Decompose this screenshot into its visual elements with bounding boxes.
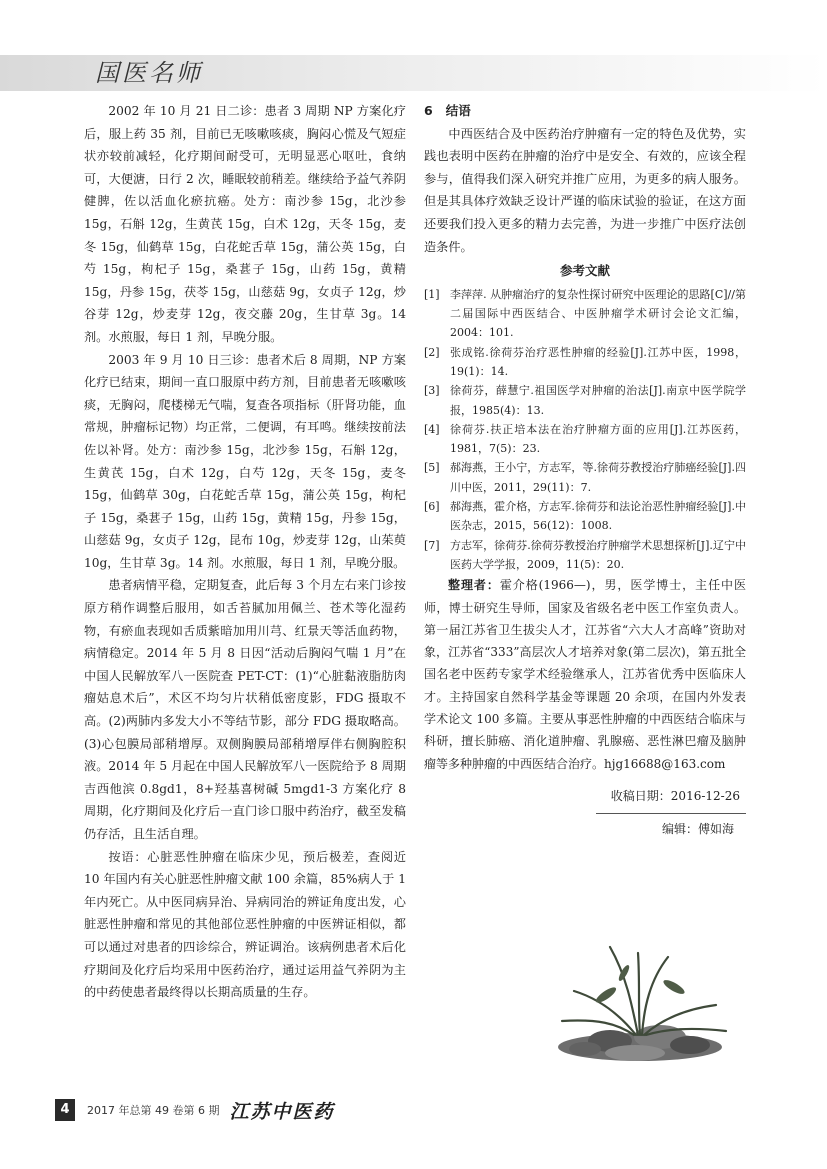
reference-number: [4] — [424, 422, 440, 436]
received-date: 收稿日期：2016-12-26 — [610, 788, 740, 803]
section-heading-text: 结语 — [445, 103, 471, 118]
reference-item — [424, 536, 746, 575]
reference-number: [7] — [424, 538, 440, 552]
reference-number: [3] — [424, 384, 440, 398]
reference-item — [424, 497, 746, 536]
leaf-icon — [594, 964, 687, 1005]
issue-info: 2017 年总第 49 卷第 6 期 — [87, 1104, 220, 1117]
left-column — [84, 100, 406, 1004]
paragraph-second-visit: 2002 年 10 月 21 日二诊：患者 3 周期 NP 方案化疗后，服上药 35 剂，目前已无咳嗽咳痰，胸闷心慌及气短症状亦较前减轻，化疗期间耐受可，无明显恶心呕吐，食纳可，大便溏，日行 2 次，睡眠较前稍差。继续给予益气养阴健脾，佐以活血化瘀抗癌。处方：南沙参 15g，北沙参 15g，石斛 12g，生黄芪 15g，白术 12g，天冬 15g，麦冬 15g，仙鹤草 15g，白花蛇舌草 15g，蒲公英 15g，白芍 15g，枸杞子 15g，桑葚子 15g，山药 15g，黄精 15g，丹参 15g，茯苓 15g，山慈菇 9g，女贞子 12g，炒谷芽 12g，炒麦芽 12g，夜交藤 20g，生甘草 3g。14 剂。水煎服，每日 1 剂，早晚分服。 — [84, 104, 406, 344]
journal-name: 江苏中医药 — [229, 1100, 335, 1123]
reference-text: 李萍萍. 从肿瘤治疗的复杂性探讨研究中医理论的思路[C]//第二届国际中西医结合、中医肿瘤学术研讨会论文汇编，2004：101. — [450, 287, 746, 340]
reference-item — [424, 458, 746, 497]
reference-item — [424, 343, 746, 382]
grass-leaves-icon — [562, 947, 726, 1035]
conclusion-heading — [424, 100, 746, 123]
reference-item — [424, 285, 746, 343]
footer — [55, 1099, 335, 1121]
reference-text: 方志军，徐荷芬.徐荷芬教授治疗肿瘤学术思想探析[J].辽宁中医药大学学报，2009，11(5)：20. — [450, 538, 746, 571]
paragraph-commentary: 按语：心脏恶性肿瘤在临床少见，预后极差，查阅近 10 年国内有关心脏恶性肿瘤文献 100 余篇，85%病人于 1 年内死亡。从中医同病异治、异病同治的辨证角度出发，心脏恶性肿瘤和常见的其他部位恶性肿瘤的中医辨证相似，都可以通过对患者的四诊综合，辨证调治。该病例患者术后化疗期间及化疗后均采用中医药治疗，通过运用益气养阴为主的中药使患者最终得以长期高质量的生存。 — [84, 849, 406, 1000]
reference-text: 郝海燕，王小宁，方志军，等.徐荷芬教授治疗肺癌经验[J].四川中医，2011，29(11)：7. — [450, 461, 746, 494]
paragraph-third-visit: 2003 年 9 月 10 日三诊：患者术后 8 周期，NP 方案化疗已结束，期间一直口服原中药方剂，目前患者无咳嗽咳痰，无胸闷，爬楼梯无气喘，复查各项指标（肝肾功能，血常规，肿瘤标记物）均正常，二便调，有耳鸣。继续按前法佐以补肾。处方：南沙参 15g，北沙参 15g，石斛 12g，生黄芪 15g，白术 12g，白芍 12g，天冬 15g，麦冬 15g，仙鹤草 30g，白花蛇舌草 15g，蒲公英 15g，枸杞子 15g，桑葚子 15g，山药 15g，黄精 15g，丹参 15g，山慈菇 9g，女贞子 12g，昆布 10g，炒麦芽 12g，山茱萸 10g，生甘草 3g。14 剂。水煎服，每日 1 剂，早晚分服。 — [84, 352, 406, 570]
plant-illustration — [540, 935, 740, 1075]
author-bio — [424, 574, 746, 775]
reference-text: 徐荷芬.扶正培本法在治疗肿瘤方面的应用[J].江苏医药，1981，7(5)：23. — [450, 422, 746, 456]
paragraph-follow-up: 患者病情平稳，定期复查，此后每 3 个月左右来门诊按原方稍作调整后服用，如舌苔腻加用佩兰、苍术等化湿药物，有瘀血表现如舌质紫暗加用川芎、红景天等活血药物，病情稳定。2014 年 5 月 8 日因“活动后胸闷气喘 1 月”在中国人民解放军八一医院查 PET-CT：(1)“心脏黏液脂肪肉瘤姑息术后”，术区不均匀片状稍低密度影，FDG 摄取不高。(2)两肺内多发大小不等结节影，部分 FDG 摄取略高。(3)心包膜局部稍增厚。双侧胸膜局部稍增厚伴右侧胸腔积液。2014 年 5 月起在中国人民解放军八一医院给予 8 周期吉西他滨 0.8gd1，8+羟基喜树碱 5mgd1-3 方案化疗 8 周期，化疗期间及化疗后一直门诊口服中药治疗，截至发稿仍存活，且生活自理。 — [84, 578, 406, 841]
author-text: 霍介格(1966—)，男，医学博士，主任中医师，博士研究生导师，国家及省级名老中医工作室负责人。第一届江苏省卫生拔尖人才，江苏省“六大人才高峰”资助对象，江苏省“333”高层次人才培养对象(第二层次)，第五批全国名老中医药专家学术经验继承人，江苏省优秀中医临床人才。主持国家自然科学基金等课题 20 余项，在国内外发表学术论文 100 多篇。主要从事恶性肿瘤的中西医结合临床与科研，擅长肺癌、消化道肿瘤、乳腺癌、恶性淋巴瘤及脑肿瘤等多种肿瘤的中西医结合治疗。hjg16688@163.com — [424, 578, 746, 771]
reference-item — [424, 420, 746, 459]
references-title: 参考文献 — [559, 263, 610, 279]
reference-number: [6] — [424, 500, 440, 514]
reference-number: [2] — [424, 345, 440, 359]
conclusion-paragraph: 中西医结合及中医药治疗肿瘤有一定的特色及优势，实践也表明中医药在肿瘤的治疗中是安全、有效的，应该全程参与，值得我们深入研究并推广应用，为更多的病人服务。但是其具体疗效缺乏设计严谨的临床试验的验证，在这方面还要我们投入更多的精力去完善，为进一步推广中医疗法创造条件。 — [424, 126, 746, 254]
section-number: 6 — [424, 103, 433, 118]
section-title: 国医名师 — [95, 59, 203, 87]
reference-text: 郝海燕，霍介格，方志军.徐荷芬和法论治恶性肿瘤经验[J].中医杂志，2015，56(12)：1008. — [450, 500, 746, 533]
right-column — [424, 100, 746, 841]
page-number: 4 — [55, 1099, 75, 1121]
reference-text: 徐荷芬，薛慧宁.祖国医学对肿瘤的治法[J].南京中医学院学报，1985(4)：13. — [450, 384, 746, 417]
editor-credit: 编辑：傅如海 — [661, 822, 734, 837]
reference-text: 张成铭.徐荷芬治疗恶性肿瘤的经验[J].江苏中医，1998，19(1)：14. — [450, 345, 746, 378]
reference-number: [5] — [424, 461, 440, 475]
reference-number: [1] — [424, 287, 440, 301]
divider — [596, 813, 746, 814]
reference-item — [424, 381, 746, 420]
reference-list — [424, 285, 746, 574]
author-label: 整理者： — [448, 578, 500, 593]
